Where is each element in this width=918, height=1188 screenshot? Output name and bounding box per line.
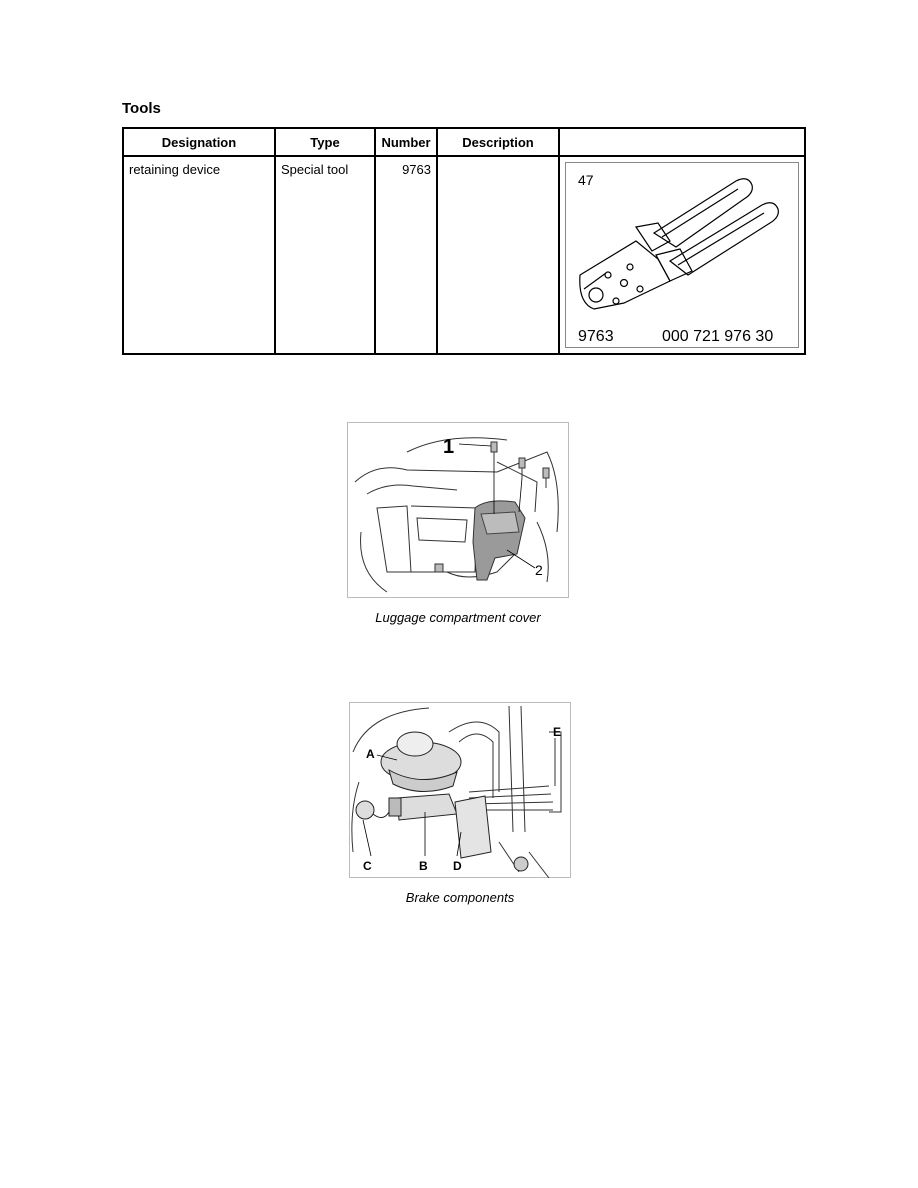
part-number-label: 000 721 976 30 xyxy=(662,328,774,345)
tool-corner-label: 47 xyxy=(578,172,594,188)
brake-components-figure xyxy=(349,702,571,878)
crimping-pliers-icon xyxy=(580,179,779,309)
callout-c: C xyxy=(363,859,372,873)
cell-number: 9763 xyxy=(375,156,437,354)
callout-d: D xyxy=(453,859,462,873)
table-header-row xyxy=(123,128,805,156)
cell-description xyxy=(437,156,559,354)
col-header-image xyxy=(559,128,805,156)
callout-1: 1 xyxy=(443,436,455,458)
tool-illustration xyxy=(565,162,799,348)
col-header-designation: Designation xyxy=(123,128,275,156)
figure1-caption: Luggage compartment cover xyxy=(375,610,541,625)
cell-tool-image xyxy=(559,156,805,354)
hydraulic-unit xyxy=(455,796,491,858)
tool-number-label: 9763 xyxy=(578,328,614,345)
table-row xyxy=(123,156,805,354)
callout-e: E xyxy=(553,725,562,739)
col-header-description: Description xyxy=(437,128,559,156)
col-header-number: Number xyxy=(375,128,437,156)
cell-type: Special tool xyxy=(275,156,375,354)
callout-b: B xyxy=(419,859,428,873)
cell-designation: retaining device xyxy=(123,156,275,354)
tools-table xyxy=(122,127,806,355)
callout-2: 2 xyxy=(535,562,543,578)
tools-heading: Tools xyxy=(122,100,161,117)
luggage-compartment-figure xyxy=(347,422,569,598)
figure2-caption: Brake components xyxy=(405,890,515,905)
col-header-type: Type xyxy=(275,128,375,156)
callout-a: A xyxy=(366,747,375,761)
